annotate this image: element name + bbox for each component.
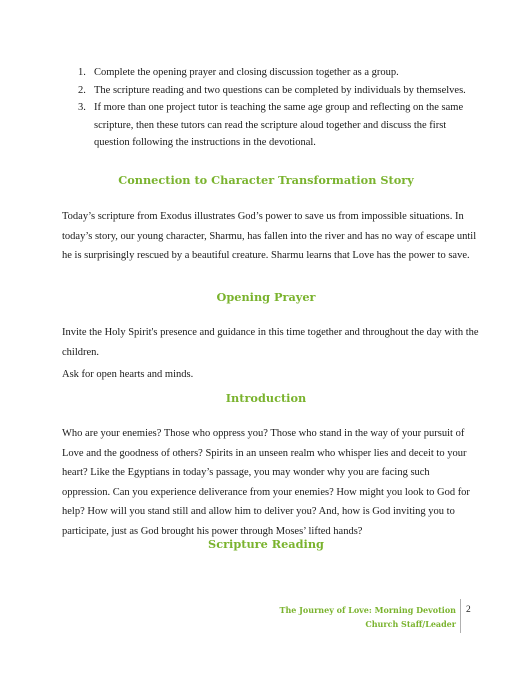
footer-title: The Journey of Love: Morning Devotion [279, 605, 456, 615]
list-item [78, 64, 474, 81]
opening-prayer-paragraph: Invite the Holy Spirit's presence and guidance in this time together and throughout the day with the children. [62, 327, 479, 358]
introduction-paragraph: Who are your enemies? Those who oppress you? Those who stand in the way of your pursuit of Love and the goodness of others? Spirits in an unseen realm who whisper lies and deceit to your heart? Like the Egyptians in today’s passage, you may wonder why you are facing such oppression. Can you experience deliverance from your enemies? How might you look to God for help? How will you stand still and allow him to deliver you? And, how is God inviting you to participate, just as God brought his power through Moses’ lifted hands? [62, 428, 470, 537]
connection-paragraph: Today’s scripture from Exodus illustrates God’s power to save us from impossible situations. In today’s story, our young character, Sharmu, has fallen into the river and has no way of escape until he is surprisingly rescued by a beautiful creature. Sharmu learns that Love has the power to save. [62, 211, 477, 262]
list-item [78, 99, 474, 151]
list-item [78, 82, 474, 99]
footer-subtitle: Church Staff/Leader [365, 619, 456, 629]
footer [280, 603, 457, 631]
list-item-text: If more than one project tutor is teaching the same age group and reflecting on the same scripture, then these tutors can read the scripture aloud together and discuss the first question following the instructions in the devotional. [94, 102, 464, 148]
list-number: 2. [78, 84, 86, 96]
list-item-text: Complete the opening prayer and closing discussion together as a group. [94, 67, 399, 78]
page-number: 2 [466, 605, 471, 615]
opening-prayer-paragraph: Ask for open hearts and minds. [62, 369, 194, 380]
footer-divider [460, 599, 461, 633]
list-number: 3. [78, 102, 86, 114]
scripture-reading-heading: Scripture Reading [208, 537, 324, 551]
list-item-text: The scripture reading and two questions can be completed by individuals by themselves. [94, 84, 466, 96]
introduction-heading: Introduction [225, 391, 307, 405]
list-number: 1. [78, 67, 86, 78]
connection-heading: Connection to Character Transformation Story [118, 173, 414, 187]
opening-prayer-heading: Opening Prayer [216, 290, 316, 304]
instructions-list [78, 64, 474, 152]
